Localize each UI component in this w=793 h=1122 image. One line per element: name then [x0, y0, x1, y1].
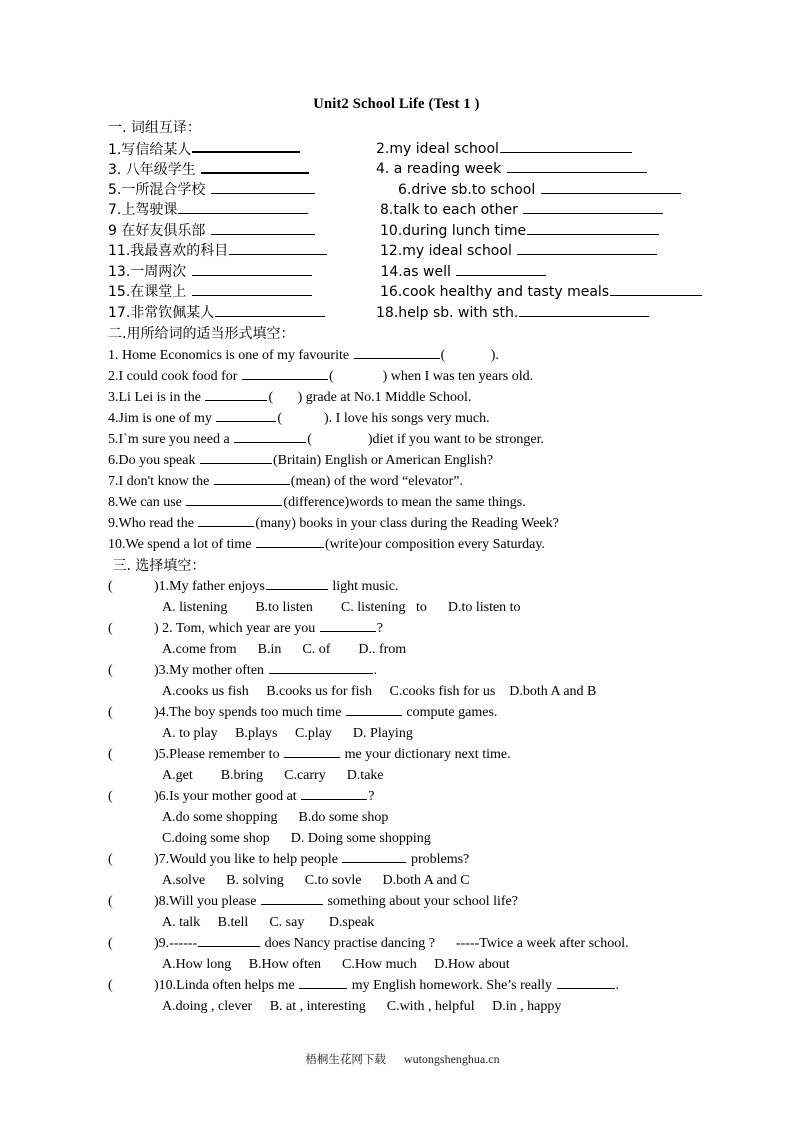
part1-item-label: 10.during lunch time [380, 222, 527, 239]
part3-question-stem: )6.Is your mother good at [154, 789, 301, 804]
part2-question-post: ( ). I love his songs very much. [277, 410, 490, 426]
answer-bracket[interactable]: ( [108, 936, 113, 951]
part2-answer-blank[interactable] [234, 429, 306, 443]
part3-question [108, 744, 688, 765]
part1-item-left [108, 282, 313, 304]
part2-question-post: (mean) of the word “elevator”. [290, 473, 463, 489]
part3-answer-blank[interactable] [557, 975, 615, 989]
part3-question-stem: )8.Will you please [154, 894, 260, 909]
part1-item-left [108, 200, 309, 222]
part1-answer-blank[interactable] [507, 159, 647, 173]
part1-item-left [108, 303, 326, 325]
part1-item-label: 17.非常钦佩某人 [108, 304, 215, 321]
part2-answer-blank[interactable] [214, 471, 290, 485]
part1-row [108, 159, 688, 180]
part1-item-label: 1.写信给某人 [108, 141, 192, 158]
part1-row [108, 139, 688, 160]
part2-question-post: (Britain) English or American English? [273, 452, 494, 468]
part1-item-label: 13.一周两次 [108, 263, 191, 280]
part1-item-label: 2.my ideal school [376, 140, 499, 157]
part1-answer-blank[interactable] [517, 241, 657, 255]
part3-question [108, 849, 688, 870]
part2-question [108, 387, 688, 408]
part2-answer-blank[interactable] [198, 513, 254, 527]
part2-question-post: ( ). [440, 347, 499, 363]
part2-question [108, 450, 688, 471]
part2-question-post: (difference)words to mean the same things. [283, 494, 526, 510]
part3-question-stem-post: light music. [328, 579, 399, 594]
part1-item-left [108, 180, 316, 202]
part3-options[interactable]: A. to play B.plays C.play D. Playing [162, 726, 413, 741]
part2-question [108, 429, 688, 450]
part1-item-label: 8.talk to each other [380, 202, 523, 218]
part2-question [108, 345, 688, 366]
part3-question-stem: )7.Would you like to help people [154, 852, 342, 867]
part2-answer-blank[interactable] [200, 450, 272, 464]
part1-item-label: 12.my ideal school [380, 243, 517, 259]
part3-question [108, 660, 688, 681]
part1-item-label: 16.cook healthy and tasty meals [380, 284, 610, 300]
part1-item-label: 18.help sb. with sth. [376, 304, 519, 321]
part2-question-pre: 3.Li Lei is in the [108, 389, 205, 405]
part2-question-pre: 10.We spend a lot of time [108, 536, 256, 552]
part2-question-pre: 8.We can use [108, 494, 186, 510]
part2-question-pre: 1. Home Economics is one of my favourite [108, 347, 353, 363]
part3-options[interactable]: A.come from B.in C. of D.. from [162, 642, 407, 657]
part2-answer-blank[interactable] [216, 408, 276, 422]
part2-question [108, 471, 688, 492]
part2-question [108, 513, 688, 534]
part1-item-label: 14.as well [376, 263, 456, 280]
part1-answer-blank[interactable] [527, 221, 659, 235]
part2-question-pre: 2.I could cook food for [108, 368, 241, 384]
part1-answer-blank[interactable] [523, 200, 663, 214]
answer-bracket[interactable]: ( [108, 978, 113, 993]
part2-question-post: ( ) grade at No.1 Middle School. [268, 389, 472, 405]
part3-question-stem: )10.Linda often helps me [154, 978, 299, 993]
part3-question-stem: )5.Please remember to [154, 747, 284, 762]
part1-item-right [376, 159, 648, 181]
part1-row [108, 282, 688, 303]
part3-answer-blank[interactable] [299, 975, 347, 989]
answer-bracket[interactable]: ( [108, 852, 113, 867]
part2-heading: 二.用所给词的适当形式填空： [108, 326, 295, 342]
part1-answer-blank[interactable] [192, 282, 312, 296]
part3-question-stem-post2: . [615, 978, 620, 993]
part1-row [108, 221, 688, 242]
part1-answer-blank[interactable] [215, 303, 325, 317]
part3-question-stem-post: my English homework. She’s really [348, 978, 556, 993]
part1-item-right [376, 262, 547, 284]
part2-answer-blank[interactable] [242, 366, 328, 380]
part3-question-stem: ) 2. Tom, which year are you [154, 621, 319, 636]
answer-bracket[interactable]: ( [108, 894, 113, 909]
part2-question-post: ( ) when I was ten years old. [328, 368, 534, 384]
part3-options[interactable]: C.doing some shop D. Doing some shopping [162, 831, 431, 846]
part1-answer-blank[interactable] [541, 180, 681, 194]
part2-items [108, 345, 688, 555]
part3-question [108, 891, 688, 912]
part1-item-right [376, 303, 650, 325]
part1-answer-blank[interactable] [456, 262, 546, 276]
part3-answer-blank[interactable] [266, 576, 328, 590]
part3-question-stem-post: something about your school life? [323, 894, 518, 909]
part1-item-label: 3. 八年级学生 [108, 161, 201, 178]
part3-options[interactable]: A.get B.bring C.carry D.take [162, 768, 384, 783]
part1-item-label: 6.drive sb.to school [398, 181, 540, 198]
part2-question-pre: 5.I`m sure you need a [108, 431, 234, 447]
document-body [108, 118, 688, 1017]
part3-question-stem-post: does Nancy practise dancing ? -----Twice a week after school. [261, 936, 629, 951]
part1-answer-blank[interactable] [211, 221, 315, 235]
part1-item-right [380, 200, 664, 222]
part2-question-post: (many) books in your class during the Reading Week? [255, 515, 559, 531]
part3-question-stem: )3.My mother often [154, 663, 268, 678]
part1-item-left [108, 262, 313, 284]
part1-item-label: 7.上驾驶课 [108, 202, 178, 218]
part3-question-stem-post: . [373, 663, 378, 678]
part3-question [108, 576, 688, 597]
part2-question [108, 408, 688, 429]
page-footer [0, 1036, 793, 1082]
part3-answer-blank[interactable] [320, 618, 376, 632]
part3-question-stem-post: compute games. [402, 705, 498, 720]
part3-answer-blank[interactable] [301, 786, 367, 800]
part2-question-pre: 9.Who read the [108, 515, 198, 531]
part1-answer-blank[interactable] [519, 303, 649, 317]
footer-site-name-cn: 梧桐生花网下载 [305, 1052, 386, 1066]
part3-question-stem-post: me your dictionary next time. [341, 747, 511, 762]
part2-question [108, 492, 688, 513]
part1-row [108, 241, 688, 262]
part1-item-label: 15.在课堂上 [108, 284, 191, 300]
part1-item-label: 4. a reading week [376, 161, 506, 177]
part1-item-label: 5.一所混合学校 [108, 181, 210, 198]
part3-answer-blank[interactable] [198, 933, 260, 947]
part1-item-left [108, 241, 328, 263]
part1-answer-blank[interactable] [201, 159, 309, 174]
part2-question [108, 534, 688, 555]
page-title: Unit2 School Life (Test 1 ) [313, 96, 480, 112]
part3-options[interactable]: A.solve B. solving C.to sovle D.both A and C [162, 873, 470, 888]
answer-bracket[interactable]: ( [108, 663, 113, 678]
part1-items [108, 139, 688, 324]
part1-answer-blank[interactable] [610, 282, 702, 296]
part1-row [108, 303, 688, 324]
part1-row [108, 200, 688, 221]
part3-heading: 三. 选择填空： [108, 557, 206, 574]
part3-items [108, 576, 688, 1017]
part2-answer-blank[interactable] [186, 492, 282, 506]
part3-question-stem-post: problems? [407, 852, 470, 867]
part1-item-right [398, 180, 682, 202]
part2-question-post: ( )diet if you want to be stronger. [307, 431, 544, 447]
answer-bracket[interactable]: ( [108, 621, 113, 636]
answer-bracket[interactable]: ( [108, 579, 113, 594]
part3-question-stem-post: ? [368, 789, 375, 804]
part1-row [108, 262, 688, 283]
part3-question [108, 702, 688, 723]
footer-gap [386, 1052, 404, 1066]
part3-answer-blank[interactable] [342, 849, 406, 863]
part1-row [108, 180, 688, 201]
part3-answer-blank[interactable] [284, 744, 340, 758]
part1-item-left [108, 139, 301, 161]
part1-answer-blank[interactable] [192, 262, 312, 276]
answer-bracket[interactable]: ( [108, 705, 113, 720]
part3-options[interactable]: A. listening B.to listen C. listening to D.to listen to [162, 600, 521, 615]
part3-question-stem: )1.My father enjoys [154, 579, 265, 594]
part3-question-stem: )4.The boy spends too much time [154, 705, 345, 720]
part3-question-stem-post: ? [376, 621, 383, 636]
part3-question [108, 618, 688, 639]
footer-site-url: wutongshenghua.cn [403, 1052, 500, 1066]
part1-item-label: 9 在好友俱乐部 [108, 222, 210, 239]
part1-answer-blank[interactable] [500, 139, 632, 153]
part3-options[interactable]: A.cooks us fish B.cooks us for fish C.cooks fish for us D.both A and B [162, 684, 597, 699]
part3-answer-blank[interactable] [261, 891, 323, 905]
part3-question-stem: )9.------ [154, 936, 198, 951]
part3-question [108, 786, 688, 807]
part1-answer-blank[interactable] [192, 139, 300, 154]
part3-question [108, 933, 688, 954]
part1-item-left [108, 221, 316, 243]
part2-question-pre: 4.Jim is one of my [108, 410, 216, 426]
answer-bracket[interactable]: ( [108, 789, 113, 804]
part2-question-post: (write)our composition every Saturday. [325, 536, 545, 552]
part1-item-right [380, 221, 660, 243]
part1-answer-blank[interactable] [178, 200, 308, 214]
part1-item-right [380, 282, 703, 304]
part2-question [108, 366, 688, 387]
part1-item-label: 11.我最喜欢的科目 [108, 243, 229, 259]
part1-answer-blank[interactable] [229, 241, 327, 255]
part1-item-right [380, 241, 658, 263]
part3-options[interactable]: A. talk B.tell C. say D.speak [162, 915, 375, 930]
part3-options[interactable]: A.How long B.How often C.How much D.How about [162, 957, 510, 972]
part1-item-right [376, 139, 633, 161]
part1-heading: 一. 词组互译： [108, 120, 201, 136]
part2-answer-blank[interactable] [354, 345, 440, 359]
part2-question-pre: 7.I don't know the [108, 473, 213, 489]
part1-item-left [108, 159, 310, 181]
part3-options[interactable]: A.do some shopping B.do some shop [162, 810, 389, 825]
part1-answer-blank[interactable] [211, 180, 315, 194]
part3-question [108, 975, 688, 996]
part3-answer-blank[interactable] [346, 702, 402, 716]
answer-bracket[interactable]: ( [108, 747, 113, 762]
part2-answer-blank[interactable] [256, 534, 324, 548]
part3-answer-blank[interactable] [269, 660, 373, 674]
part2-question-pre: 6.Do you speak [108, 452, 199, 468]
part3-options[interactable]: A.doing , clever B. at , interesting C.with , helpful D.in , happy [162, 999, 562, 1014]
part2-answer-blank[interactable] [205, 387, 267, 401]
